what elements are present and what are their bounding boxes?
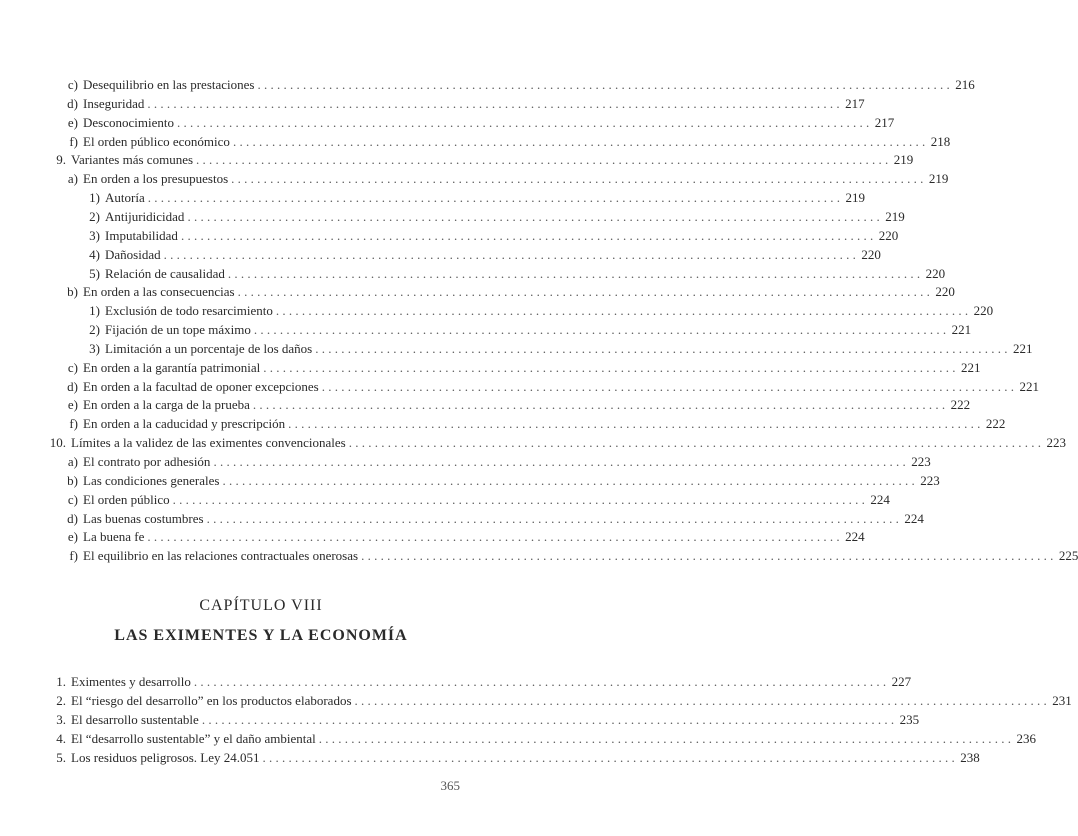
toc-entry-title: El “riesgo del desarrollo” en los productos elaborados: [71, 692, 352, 708]
dot-leader: [262, 749, 954, 767]
toc-entry-title: En orden a la garantía patrimonial: [83, 359, 261, 375]
toc-entry: [64, 283, 955, 301]
toc-entry-page: 218: [930, 133, 951, 149]
toc-entry: [64, 170, 949, 188]
dot-leader: [194, 673, 886, 691]
toc-entry-number: f): [69, 133, 78, 149]
dot-leader: [202, 711, 894, 729]
dot-leader: [233, 133, 925, 151]
toc-entry-number: 5): [89, 265, 100, 281]
toc-entry: [86, 321, 972, 339]
toc-entry-page: 222: [985, 416, 1006, 432]
toc-entry-page: 224: [870, 491, 890, 507]
toc-entry: [48, 749, 980, 767]
toc-entry: [64, 76, 975, 94]
toc-entry-page: 220: [973, 303, 994, 319]
chapter-title: LAS EXIMENTES Y LA ECONOMÍA: [114, 627, 408, 644]
dot-leader: [253, 396, 945, 414]
toc-entry: [64, 378, 1039, 396]
toc-entry: [64, 415, 1006, 433]
toc-entry: [48, 673, 912, 691]
toc-entry-title: Exclusión de todo resarcimiento: [105, 303, 273, 319]
toc-entry-page: 220: [861, 246, 881, 262]
dot-leader: [257, 76, 949, 94]
toc-entry-page: 220: [935, 284, 955, 300]
toc-entry: [64, 491, 890, 509]
toc-entry-number: b): [67, 284, 78, 300]
toc-entry: [64, 95, 865, 113]
dot-leader: [196, 151, 888, 169]
toc-entry-number: a): [67, 171, 78, 187]
toc-entry-page: 216: [955, 77, 975, 92]
toc-entry: [48, 151, 914, 169]
toc-entry-number: c): [67, 359, 78, 375]
toc-entry-page: 219: [928, 171, 949, 187]
toc-entry-page: 236: [1016, 730, 1036, 746]
toc-entry-page: 224: [845, 529, 865, 545]
toc-entry-page: 225: [1058, 548, 1078, 564]
dot-leader: [177, 114, 869, 132]
toc-entry-number: 2.: [56, 692, 66, 708]
toc-entry: [86, 189, 865, 207]
dot-leader: [238, 283, 930, 301]
toc-entry-number: 3): [89, 340, 100, 356]
dot-leader: [213, 453, 905, 471]
toc-entry-page: 222: [950, 397, 971, 413]
dot-leader: [228, 265, 920, 283]
dot-leader: [207, 510, 899, 528]
toc-entry-number: e): [67, 529, 78, 545]
toc-entry-number: e): [67, 397, 78, 413]
dot-leader: [164, 246, 856, 264]
toc-entry-number: 4): [89, 246, 100, 262]
toc-entry: [48, 730, 1036, 748]
dot-leader: [147, 95, 839, 113]
toc-entry: [64, 547, 1078, 565]
toc-entry-title: Inseguridad: [83, 95, 145, 111]
toc-entry-title: El orden público: [83, 491, 170, 507]
toc-entry-title: En orden a la carga de la prueba: [83, 397, 250, 413]
toc-entry: [64, 396, 971, 414]
toc-entry: [64, 453, 931, 471]
toc-entry: [48, 434, 1066, 452]
toc-entry: [48, 711, 920, 729]
toc-entry-number: c): [67, 77, 78, 92]
toc-entry-title: En orden a las consecuencias: [83, 284, 235, 300]
toc-entry: [64, 359, 981, 377]
toc-entry-title: Las buenas costumbres: [83, 510, 204, 526]
dot-leader: [181, 227, 873, 245]
dot-leader: [322, 378, 1014, 396]
toc-entry: [86, 246, 881, 264]
toc-entry-page: 223: [911, 454, 931, 469]
toc-entry-number: c): [67, 491, 78, 507]
toc-entry-number: d): [67, 510, 78, 526]
dot-leader: [173, 491, 865, 509]
toc-entry-title: El “desarrollo sustentable” y el daño ambiental: [71, 730, 316, 746]
chapter-number: CAPÍTULO VIII: [199, 597, 323, 614]
toc-entry-title: Imputabilidad: [105, 227, 178, 243]
dot-leader: [355, 692, 1047, 710]
toc-entry-number: 4.: [56, 730, 66, 746]
toc-entry-number: 2): [89, 208, 100, 224]
toc-entry-title: Autoría: [105, 190, 145, 206]
dot-leader: [254, 321, 946, 339]
toc-entry-number: 9.: [56, 152, 66, 168]
toc-entry: [48, 692, 1072, 710]
toc-entry-page: 221: [960, 359, 981, 375]
dot-leader: [147, 528, 839, 546]
toc-entry-number: f): [69, 416, 78, 432]
toc-entry: [64, 510, 924, 528]
toc-entry-title: Desequilibrio en las prestaciones: [83, 77, 255, 92]
dot-leader: [263, 359, 955, 377]
toc-entry-page: 220: [878, 227, 899, 243]
dot-leader: [148, 189, 840, 207]
toc-entry-page: 231: [1052, 692, 1072, 708]
toc-entry-number: f): [69, 548, 78, 564]
dot-leader: [288, 415, 980, 433]
toc-entry-number: d): [67, 378, 78, 394]
dot-leader: [349, 434, 1041, 452]
dot-leader: [231, 170, 923, 188]
dot-leader: [187, 208, 879, 226]
toc-entry-page: 217: [874, 114, 895, 130]
toc-entry-number: e): [67, 114, 78, 130]
toc-entry: [64, 133, 951, 151]
toc-entry-title: Desconocimiento: [83, 114, 174, 130]
toc-entry: [86, 227, 899, 245]
toc-entry-title: Antijuridicidad: [105, 208, 185, 224]
toc-entry-number: 2): [89, 322, 100, 338]
toc-entry-title: El orden público económico: [83, 133, 230, 149]
dot-leader: [315, 340, 1007, 358]
toc-entry-number: 5.: [56, 749, 66, 765]
toc-entry-page: 224: [904, 510, 924, 526]
toc-entry-number: 1): [89, 303, 100, 319]
toc-entry-page: 227: [891, 674, 912, 689]
toc-entry: [86, 340, 1033, 358]
toc-entry: [86, 208, 905, 226]
dot-leader: [319, 730, 1011, 748]
toc-entry-title: La buena fe: [83, 529, 145, 545]
toc-entry-title: El contrato por adhesión: [83, 454, 211, 469]
toc-entry-page: 217: [845, 95, 865, 111]
toc-entry-number: a): [67, 454, 78, 469]
toc-entry-page: 220: [925, 265, 946, 281]
toc-entry-title: Fijación de un tope máximo: [105, 322, 251, 338]
toc-entry-number: d): [67, 95, 78, 111]
toc-entry-page: 221: [1012, 340, 1033, 356]
toc-entry: [86, 302, 994, 320]
toc-entry-number: 1): [89, 190, 100, 206]
toc-entry: [86, 265, 946, 283]
toc-entry-title: En orden a los presupuestos: [83, 171, 229, 187]
dot-leader: [361, 547, 1053, 565]
toc-entry-page: 221: [951, 322, 972, 338]
toc-entry-page: 223: [920, 472, 940, 488]
toc-entry-title: En orden a la facultad de oponer excepciones: [83, 378, 319, 394]
toc-entry-page: 238: [960, 749, 980, 765]
toc-entry-title: Relación de causalidad: [105, 265, 225, 281]
toc-entry-number: 10.: [49, 435, 66, 451]
toc-entry-page: 219: [893, 152, 914, 168]
page-number: 365: [440, 778, 460, 793]
toc-entry-title: Limitación a un porcentaje de los daños: [105, 340, 313, 356]
toc-entry-page: 235: [899, 711, 920, 727]
toc-entry: [64, 472, 940, 490]
toc-entry-title: Los residuos peligrosos. Ley 24.051: [71, 749, 260, 765]
toc-entry-number: 3.: [56, 711, 66, 727]
toc-entry-title: El desarrollo sustentable: [71, 711, 199, 727]
toc-entry: [64, 114, 895, 132]
toc-entry: [64, 528, 865, 546]
toc-entry-title: El equilibrio en las relaciones contractuales onerosas: [83, 548, 359, 564]
toc-entry-title: Límites a la validez de las eximentes convencionales: [71, 435, 346, 451]
dot-leader: [276, 302, 968, 320]
toc-entry-title: Las condiciones generales: [83, 472, 220, 488]
toc-entry-title: Dañosidad: [105, 246, 161, 262]
toc-entry-page: 221: [1019, 378, 1039, 394]
toc-entry-number: 1.: [56, 674, 66, 689]
toc-entry-number: 3): [89, 227, 100, 243]
toc-entry-title: Variantes más comunes: [71, 152, 194, 168]
toc-entry-title: Eximentes y desarrollo: [71, 674, 191, 689]
toc-entry-title: En orden a la caducidad y prescripción: [83, 416, 286, 432]
toc-entry-number: b): [67, 472, 78, 488]
toc-entry-page: 223: [1046, 435, 1066, 451]
toc-entry-page: 219: [885, 208, 905, 224]
dot-leader: [222, 472, 914, 490]
toc-entry-page: 219: [845, 190, 865, 206]
